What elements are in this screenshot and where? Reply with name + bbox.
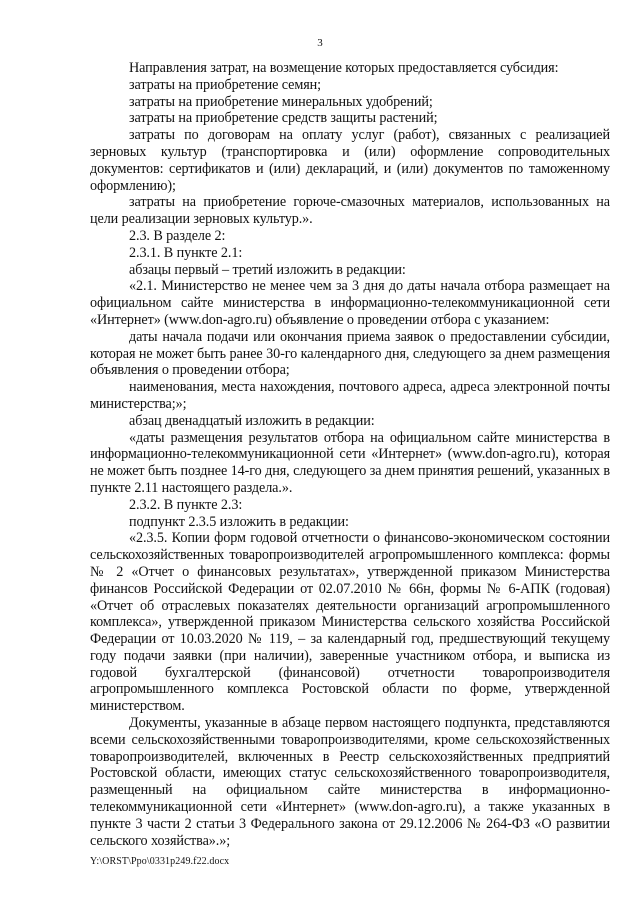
paragraph-forms-copies: «2.3.5. Копии форм годовой отчетности о финансово-экономическом состоянии сельскохозяйственных товаропроизводителей агропромышленного комплекса: формы № 2 «Отчет о финансовых результатах», утвержденной приказом Министерства финансов Российской Федерации от 02.07.2010 № 66н, формы № 6-АПК (годовая) «Отчет об отраслевых показателях деятельности организаций агропромышленного комплекса», утвержденной приказом Министерства сельского хозяйства Российской Федерации от 10.03.2020 № 119, – за календарный год, предшествующий текущему году подачи заявки (при наличии), заверенные участником отбора, и выписка из годовой бухгалтерской (финансовой) отчетности товаропроизводителя агропромышленного комплекса Ростовской области по форме, утвержденной министерством. [90, 530, 610, 715]
page-number: 3 [317, 37, 323, 49]
paragraph-item-2-3-1: 2.3.1. В пункте 2.1: [129, 244, 243, 261]
footer-file-path: Y:\ORST\Ppo\0331p249.f22.docx [90, 856, 230, 867]
paragraph-dates-start: даты начала подачи или окончания приема заявок о предоставлении субсидии, которая не может быть ранее 30-го календарного дня, следующего за днем размещения объявления о проведении отбора; [90, 328, 610, 379]
paragraph-section-2-3: 2.3. В разделе 2: [129, 227, 226, 244]
paragraph-plant-protection: затраты на приобретение средств защиты растений; [129, 110, 438, 127]
paragraph-services: затраты по договорам на оплату услуг (работ), связанных с реализацией зерновых культур (транспортировка и (или) оформление сопроводительных документов: сертификатов и (или) деклараций, и (или) документов по таможенному оформлению); [90, 127, 610, 194]
paragraph-item-2-1: «2.1. Министерство не менее чем за 3 дня до даты начала отбора размещает на официальном сайте министерства в информационно-телекоммуникационной сети «Интернет» (www.don-agro.ru) объявление о проведении отбора с указанием: [90, 278, 610, 328]
document-body [90, 60, 610, 849]
paragraph-cost-directions: Направления затрат, на возмещение которых предоставляется субсидия: [129, 60, 559, 76]
paragraph-abzacy-1-3: абзацы первый – третий изложить в редакции: [129, 261, 406, 278]
paragraph-ministry-address: наименования, места нахождения, почтового адреса, адреса электронной почты министерства;»; [90, 379, 610, 412]
paragraph-fuel: затраты на приобретение горюче-смазочных материалов, использованных на цели реализации зерновых культур.». [90, 194, 610, 228]
paragraph-fertilizers: затраты на приобретение минеральных удобрений; [129, 93, 433, 110]
paragraph-results-date: «даты размещения результатов отбора на официальном сайте министерства в информационно-телекоммуникационной сети «Интернет» (www.don-agro.ru), которая не может быть позднее 14-го дня, следующего за днем принятия решений, указанных в пункте 2.11 настоящего раздела.». [90, 429, 610, 496]
paragraph-item-2-3-2: 2.3.2. В пункте 2.3: [129, 496, 243, 513]
paragraph-abzac-12: абзац двенадцатый изложить в редакции: [129, 412, 375, 429]
paragraph-documents: Документы, указанные в абзаце первом настоящего подпункта, представляются всеми сельскохозяйственными товаропроизводителями, кроме сельскохозяйственных товаропроизводителей, включенных в Реестр сельскохозяйственных предприятий Ростовской области, имеющих статус сельскохозяйственного товаропроизводителя, размещенный на официальном сайте министерства в информационно-телекоммуникационной сети «Интернет» (www.don-agro.ru), а также указанных в пункте 3 части 2 статьи 3 Федерального закона от 29.12.2006 № 264-ФЗ «О развитии сельского хозяйства».»; [90, 715, 610, 849]
paragraph-seeds: затраты на приобретение семян; [129, 76, 321, 93]
paragraph-subitem-2-3-5: подпункт 2.3.5 изложить в редакции: [129, 513, 349, 530]
